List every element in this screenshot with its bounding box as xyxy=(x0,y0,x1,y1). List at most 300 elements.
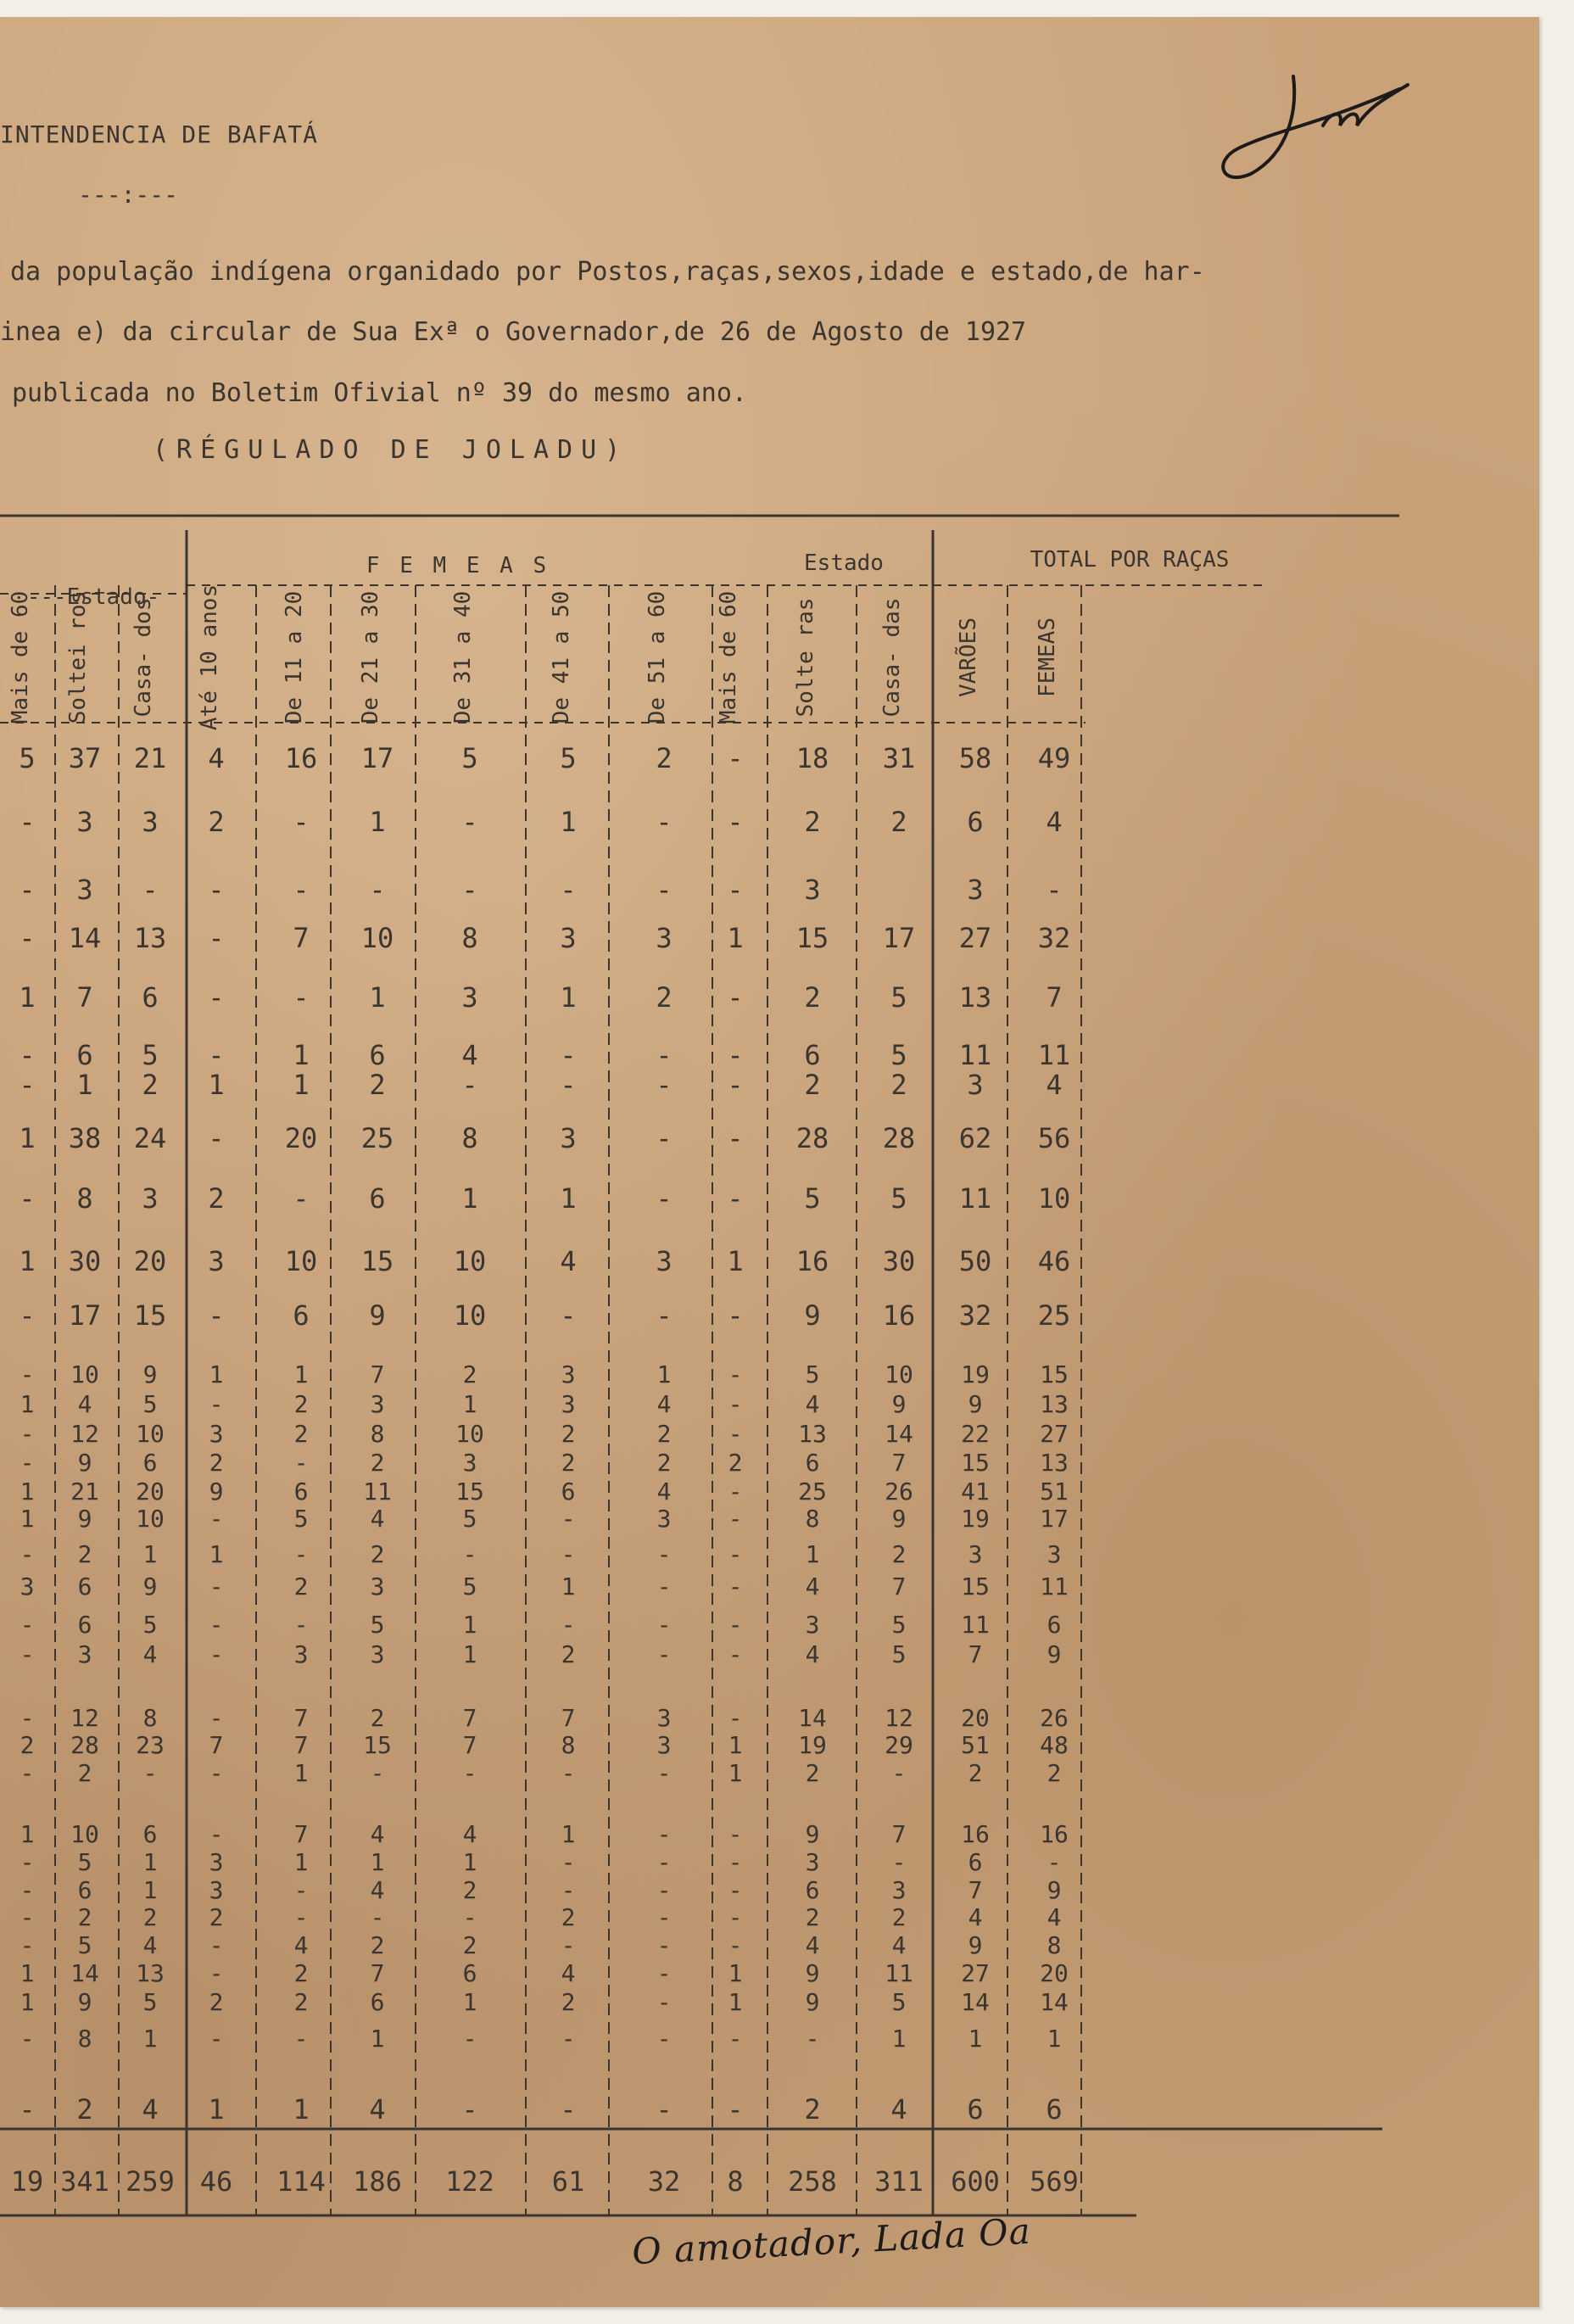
table-cell: - xyxy=(728,1478,743,1506)
table-cell: 5 xyxy=(891,1640,907,1668)
table-cell: 41 xyxy=(961,1478,990,1506)
total-cell: 19 xyxy=(10,2165,44,2198)
table-cell: 3 xyxy=(891,1876,907,1904)
table-cell: 4 xyxy=(656,1478,672,1506)
table-cell: - xyxy=(461,2093,478,2126)
table-cell: 1 xyxy=(209,1360,224,1388)
table-cell: 3 xyxy=(561,1390,576,1418)
table-cell: 14 xyxy=(885,1420,913,1448)
table-cell: 1 xyxy=(142,1876,158,1904)
table-cell: 4 xyxy=(968,1903,983,1931)
femeas-estado-label: Estado xyxy=(804,550,884,576)
table-cell: 6 xyxy=(967,806,984,838)
table-cell: 9 xyxy=(968,1931,983,1959)
table-cell: 11 xyxy=(1037,1039,1071,1071)
table-cell: 26 xyxy=(885,1478,913,1506)
table-cell: 15 xyxy=(455,1478,484,1506)
table-cell: 9 xyxy=(968,1390,983,1418)
table-cell: 1 xyxy=(293,2093,310,2126)
table-cell: 2 xyxy=(890,1069,907,1101)
table-cell: - xyxy=(727,981,744,1014)
table-cell: 4 xyxy=(370,1876,385,1904)
table-cell: 48 xyxy=(1040,1731,1069,1759)
table-cell: 9 xyxy=(142,1360,158,1388)
table-cell: 2 xyxy=(656,1420,672,1448)
table-cell: - xyxy=(20,1420,35,1448)
table-cell: 9 xyxy=(209,1478,224,1506)
table-cell: - xyxy=(462,2025,477,2053)
bottom-signature: O amotador, Lada Oa xyxy=(631,2209,1032,2273)
table-cell: 6 xyxy=(462,1959,477,1987)
table-cell: - xyxy=(560,1069,577,1101)
table-cell: 4 xyxy=(805,1640,820,1668)
table-cell: 6 xyxy=(293,1299,310,1332)
table-cell: 1 xyxy=(20,1505,35,1533)
table-cell: 20 xyxy=(961,1704,990,1732)
table-cell: 13 xyxy=(798,1420,827,1448)
table-cell: 10 xyxy=(70,1820,99,1848)
table-cell: 3 xyxy=(561,1360,576,1388)
table-cell: - xyxy=(561,1876,576,1904)
table-cell: 2 xyxy=(804,2093,821,2126)
table-cell: 6 xyxy=(804,1039,821,1071)
table-cell: 6 xyxy=(370,1988,385,2016)
table-cell: 1 xyxy=(20,1959,35,1987)
table-cell: 2 xyxy=(208,1182,225,1215)
total-cell: 259 xyxy=(126,2165,175,2198)
table-cell: 3 xyxy=(656,1731,672,1759)
total-cell: 341 xyxy=(60,2165,109,2198)
table-cell: 1 xyxy=(20,1988,35,2016)
table-cell: 1 xyxy=(142,1848,158,1876)
table-cell: 2 xyxy=(1047,1759,1062,1787)
table-cell: 14 xyxy=(70,1959,99,1987)
table-cell: 2 xyxy=(76,2093,93,2126)
table-cell: 3 xyxy=(805,1848,820,1876)
table-cell: - xyxy=(560,1299,577,1332)
table-cell: 1 xyxy=(728,1759,743,1787)
table-cell: - xyxy=(369,874,386,906)
table-cell: 51 xyxy=(961,1731,990,1759)
table-cell: 9 xyxy=(805,1820,820,1848)
table-cell: - xyxy=(209,1640,224,1668)
table-cell: 1 xyxy=(209,1540,224,1568)
table-cell: 2 xyxy=(656,981,673,1014)
table-cell: - xyxy=(208,1299,225,1332)
total-cell: 122 xyxy=(445,2165,494,2198)
table-cell: - xyxy=(656,1820,672,1848)
table-cell: 13 xyxy=(1040,1449,1069,1477)
table-cell: 1 xyxy=(208,2093,225,2126)
table-cell: 5 xyxy=(77,1931,92,1959)
table-cell: 2 xyxy=(142,1069,159,1101)
table-cell: 10 xyxy=(70,1360,99,1388)
table-cell: 1 xyxy=(891,2025,907,2053)
table-cell: - xyxy=(462,1540,477,1568)
table-cell: - xyxy=(293,1449,309,1477)
table-cell: - xyxy=(728,1360,743,1388)
table-cell: 6 xyxy=(142,1820,158,1848)
table-cell: 11 xyxy=(363,1478,392,1506)
table-cell: 2 xyxy=(77,1903,92,1931)
table-cell: 6 xyxy=(805,1876,820,1904)
table-cell: 3 xyxy=(77,1640,92,1668)
table-cell: - xyxy=(728,1611,743,1639)
table-cell: 2 xyxy=(77,1540,92,1568)
office-heading: INTENDENCIA DE BAFATÁ xyxy=(0,120,319,148)
table-cell: 1 xyxy=(142,2025,158,2053)
table-cell: 2 xyxy=(370,1449,385,1477)
table-cell: - xyxy=(560,1039,577,1071)
table-cell: 31 xyxy=(882,742,916,774)
table-cell: 6 xyxy=(968,1848,983,1876)
table-cell: 15 xyxy=(360,1245,394,1277)
table-cell: 3 xyxy=(804,874,821,906)
table-cell: - xyxy=(462,1903,477,1931)
table-cell: 9 xyxy=(805,1959,820,1987)
column-header: FEMEAS xyxy=(1035,617,1060,697)
table-cell: 1 xyxy=(727,922,744,954)
table-cell: 20 xyxy=(1040,1959,1069,1987)
table-cell: 6 xyxy=(76,1039,93,1071)
table-cell: - xyxy=(728,1390,743,1418)
table-cell: 7 xyxy=(209,1731,224,1759)
table-cell: - xyxy=(728,1931,743,1959)
table-cell: - xyxy=(209,1573,224,1601)
table-cell: 7 xyxy=(293,1820,309,1848)
table-cell: - xyxy=(209,2025,224,2053)
table-cell: - xyxy=(20,1759,35,1787)
table-cell: 1 xyxy=(461,1182,478,1215)
table-cell: 2 xyxy=(805,1903,820,1931)
table-cell: 15 xyxy=(133,1299,167,1332)
table-cell: - xyxy=(209,1704,224,1732)
table-cell: 3 xyxy=(656,1505,672,1533)
table-cell: 6 xyxy=(369,1182,386,1215)
table-cell: 25 xyxy=(798,1478,827,1506)
table-cell: - xyxy=(560,2093,577,2126)
table-cell: 1 xyxy=(370,1848,385,1876)
table-cell: 17 xyxy=(360,742,394,774)
table-cell: 4 xyxy=(805,1931,820,1959)
table-cell: 8 xyxy=(461,1122,478,1154)
table-cell: - xyxy=(561,1505,576,1533)
table-cell: 3 xyxy=(370,1573,385,1601)
table-cell: 6 xyxy=(77,1876,92,1904)
table-cell: - xyxy=(656,1573,672,1601)
table-cell: 37 xyxy=(68,742,102,774)
table-cell: 5 xyxy=(461,742,478,774)
table-cell: - xyxy=(20,1360,35,1388)
column-header: Casa- dos xyxy=(131,597,156,718)
table-cell: - xyxy=(293,806,310,838)
table-cell: 7 xyxy=(76,981,93,1014)
table-cell: 27 xyxy=(1040,1420,1069,1448)
table-cell: 3 xyxy=(656,922,673,954)
table-cell: 1 xyxy=(561,1820,576,1848)
table-cell: 16 xyxy=(795,1245,829,1277)
table-cell: - xyxy=(727,1299,744,1332)
intro-line-2: inea e) da circular de Sua Exª o Governador,de 26 de Agosto de 1927 xyxy=(0,317,1027,347)
table-cell: 1 xyxy=(462,1640,477,1668)
table-cell: - xyxy=(209,1759,224,1787)
column-header: Mais de 60 xyxy=(8,590,33,724)
table-cell: 2 xyxy=(805,1759,820,1787)
table-cell: - xyxy=(656,874,673,906)
table-cell: - xyxy=(727,874,744,906)
table-cell: 8 xyxy=(76,1182,93,1215)
table-cell: 1 xyxy=(560,806,577,838)
table-cell: - xyxy=(293,1903,309,1931)
table-cell: 15 xyxy=(961,1449,990,1477)
table-cell: 4 xyxy=(656,1390,672,1418)
table-cell: 2 xyxy=(208,806,225,838)
table-cell: - xyxy=(208,1122,225,1154)
table-cell: 3 xyxy=(20,1573,35,1601)
table-cell: 6 xyxy=(77,1573,92,1601)
table-cell: - xyxy=(208,1039,225,1071)
table-cell: 11 xyxy=(958,1039,992,1071)
table-cell: 28 xyxy=(70,1731,99,1759)
table-cell: 1 xyxy=(805,1540,820,1568)
table-cell: - xyxy=(461,874,478,906)
table-cell: 3 xyxy=(209,1420,224,1448)
table-cell: 2 xyxy=(293,1420,309,1448)
table-cell: 6 xyxy=(142,981,159,1014)
table-cell: 15 xyxy=(961,1573,990,1601)
table-cell: 4 xyxy=(208,742,225,774)
table-cell: 2 xyxy=(209,1449,224,1477)
table-cell: 2 xyxy=(20,1731,35,1759)
table-cell: 3 xyxy=(656,1245,673,1277)
table-cell: 4 xyxy=(142,1640,158,1668)
table-cell: 4 xyxy=(561,1959,576,1987)
table-cell: 32 xyxy=(1037,922,1071,954)
table-cell: 25 xyxy=(1037,1299,1071,1332)
table-cell: 18 xyxy=(795,742,829,774)
table-cell: 9 xyxy=(77,1988,92,2016)
table-cell: 5 xyxy=(370,1611,385,1639)
table-cell: 32 xyxy=(958,1299,992,1332)
table-cell: - xyxy=(727,806,744,838)
table-cell: - xyxy=(293,981,310,1014)
table-cell: 15 xyxy=(363,1731,392,1759)
total-cell: 46 xyxy=(199,2165,233,2198)
table-cell: 7 xyxy=(891,1820,907,1848)
table-cell: 2 xyxy=(891,1540,907,1568)
table-cell: 2 xyxy=(656,742,673,774)
table-cell: - xyxy=(20,1540,35,1568)
table-cell: - xyxy=(142,874,159,906)
table-cell: - xyxy=(20,2025,35,2053)
femeas-group-label: F E M E A S xyxy=(366,553,550,578)
column-header: De 51 a 60 xyxy=(645,590,670,724)
table-cell: - xyxy=(19,1182,36,1215)
table-cell: - xyxy=(561,2025,576,2053)
table-cell: - xyxy=(208,922,225,954)
table-cell: 6 xyxy=(369,1039,386,1071)
table-cell: - xyxy=(728,1640,743,1668)
table-cell: - xyxy=(656,1903,672,1931)
table-cell: - xyxy=(891,1759,907,1787)
table-cell: - xyxy=(656,1959,672,1987)
table-cell: 3 xyxy=(370,1640,385,1668)
region-title: (RÉGULADO DE JOLADU) xyxy=(153,435,629,465)
table-cell: 1 xyxy=(20,1820,35,1848)
table-cell: 2 xyxy=(370,1540,385,1568)
table-header xyxy=(8,547,1229,730)
table-cell: 27 xyxy=(961,1959,990,1987)
table-cell: 5 xyxy=(142,1988,158,2016)
table-cell: 7 xyxy=(968,1640,983,1668)
table-cell: 10 xyxy=(136,1420,165,1448)
table-cell: - xyxy=(656,1540,672,1568)
table-cell: 2 xyxy=(77,1759,92,1787)
table-cell: 6 xyxy=(142,1449,158,1477)
table-cell: - xyxy=(209,1820,224,1848)
total-cell: 114 xyxy=(276,2165,326,2198)
table-cell: - xyxy=(209,1931,224,1959)
table-cell: - xyxy=(19,874,36,906)
table-cell: - xyxy=(728,1903,743,1931)
table-cell: 1 xyxy=(19,1245,36,1277)
table-cell: - xyxy=(209,1505,224,1533)
table-cell: 2 xyxy=(369,1069,386,1101)
table-cell: 1 xyxy=(293,1848,309,1876)
table-cell: 6 xyxy=(77,1611,92,1639)
table-cell: 3 xyxy=(967,1069,984,1101)
table-cell: 8 xyxy=(142,1704,158,1732)
table-cell: 7 xyxy=(561,1704,576,1732)
column-header: Até 10 anos xyxy=(197,584,222,731)
table-cell: 3 xyxy=(76,874,93,906)
table-cell: 11 xyxy=(958,1182,992,1215)
table-cell: 2 xyxy=(293,1988,309,2016)
table-cell: 1 xyxy=(293,1039,310,1071)
table-cell: 4 xyxy=(369,2093,386,2126)
table-cell: - xyxy=(208,874,225,906)
table-cell: - xyxy=(727,1182,744,1215)
table-cell: 5 xyxy=(891,1611,907,1639)
table-cell: 1 xyxy=(656,1360,672,1388)
table-cell: 7 xyxy=(293,1704,309,1732)
table-cell: - xyxy=(20,1848,35,1876)
table-cell: 4 xyxy=(77,1390,92,1418)
table-cell: 8 xyxy=(370,1420,385,1448)
table-cell: - xyxy=(209,1390,224,1418)
table-cell: 49 xyxy=(1037,742,1071,774)
table-cell: 4 xyxy=(293,1931,309,1959)
table-cell: 2 xyxy=(561,1988,576,2016)
table-cell: 3 xyxy=(461,981,478,1014)
table-cell: 7 xyxy=(891,1573,907,1601)
table-cell: 3 xyxy=(142,806,159,838)
table-cell: - xyxy=(20,1449,35,1477)
table-cell: 2 xyxy=(890,806,907,838)
table-cell: 10 xyxy=(455,1420,484,1448)
table-cell: - xyxy=(728,1573,743,1601)
table-cell: 1 xyxy=(560,1182,577,1215)
table-cell: 11 xyxy=(885,1959,913,1987)
table-cell: - xyxy=(728,1505,743,1533)
table-cell: 6 xyxy=(967,2093,984,2126)
table-cell: - xyxy=(656,1931,672,1959)
table-cell: 7 xyxy=(968,1876,983,1904)
table-cell: 1 xyxy=(1047,2025,1062,2053)
table-cell: 7 xyxy=(891,1449,907,1477)
table-cell: 16 xyxy=(1040,1820,1069,1848)
table-cell: 2 xyxy=(804,981,821,1014)
table-cell: 14 xyxy=(68,922,102,954)
table-cell: 3 xyxy=(805,1611,820,1639)
table-cell: - xyxy=(727,742,744,774)
table-cell: - xyxy=(20,1876,35,1904)
table-cell: 2 xyxy=(804,1069,821,1101)
table-cell: 2 xyxy=(462,1931,477,1959)
table-cell: 8 xyxy=(77,2025,92,2053)
table-cell: - xyxy=(209,1611,224,1639)
table-cell: 17 xyxy=(1040,1505,1069,1533)
table-cell: - xyxy=(20,1640,35,1668)
table-cell: 2 xyxy=(561,1449,576,1477)
table-cell: 1 xyxy=(142,1540,158,1568)
table-cell: 9 xyxy=(891,1505,907,1533)
table-cell: 4 xyxy=(805,1573,820,1601)
table-cell: 10 xyxy=(284,1245,318,1277)
table-cell: 9 xyxy=(1047,1640,1062,1668)
table-cell: 7 xyxy=(370,1360,385,1388)
table-cell: 4 xyxy=(1047,1903,1062,1931)
table-cell: 19 xyxy=(961,1505,990,1533)
table-cell: - xyxy=(656,1876,672,1904)
table-cell: 6 xyxy=(561,1478,576,1506)
table-cell: 14 xyxy=(961,1988,990,2016)
table-cell: 7 xyxy=(370,1959,385,1987)
table-cell: 12 xyxy=(885,1704,913,1732)
table-cell: - xyxy=(728,1420,743,1448)
total-cell: 569 xyxy=(1030,2165,1079,2198)
table-cell: - xyxy=(561,1540,576,1568)
table-cell: 4 xyxy=(370,1820,385,1848)
table-cell: 22 xyxy=(961,1420,990,1448)
table-cell: 5 xyxy=(804,1182,821,1215)
table-cell: 38 xyxy=(68,1122,102,1154)
table-cell: - xyxy=(19,2093,36,2126)
table-cell: 1 xyxy=(728,1988,743,2016)
table-cell: - xyxy=(656,2093,673,2126)
table-cell: 29 xyxy=(885,1731,913,1759)
table-cell: - xyxy=(805,2025,820,2053)
table-cell: - xyxy=(20,1903,35,1931)
table-cell: 51 xyxy=(1040,1478,1069,1506)
table-cell: 9 xyxy=(142,1573,158,1601)
table-cell: - xyxy=(19,806,36,838)
table-cell: 3 xyxy=(656,1704,672,1732)
table-cell: 4 xyxy=(560,1245,577,1277)
table-cell: 15 xyxy=(795,922,829,954)
table-cell: - xyxy=(293,2025,309,2053)
table-cell: 4 xyxy=(462,1820,477,1848)
table-cell: 20 xyxy=(136,1478,165,1506)
table-cell: - xyxy=(656,1988,672,2016)
table-cell: 3 xyxy=(968,1540,983,1568)
table-cell: 9 xyxy=(891,1390,907,1418)
table-cell: 1 xyxy=(560,981,577,1014)
table-cell: 3 xyxy=(209,1848,224,1876)
table-cell: - xyxy=(560,874,577,906)
table-cell: 6 xyxy=(805,1449,820,1477)
table-cell: 17 xyxy=(882,922,916,954)
